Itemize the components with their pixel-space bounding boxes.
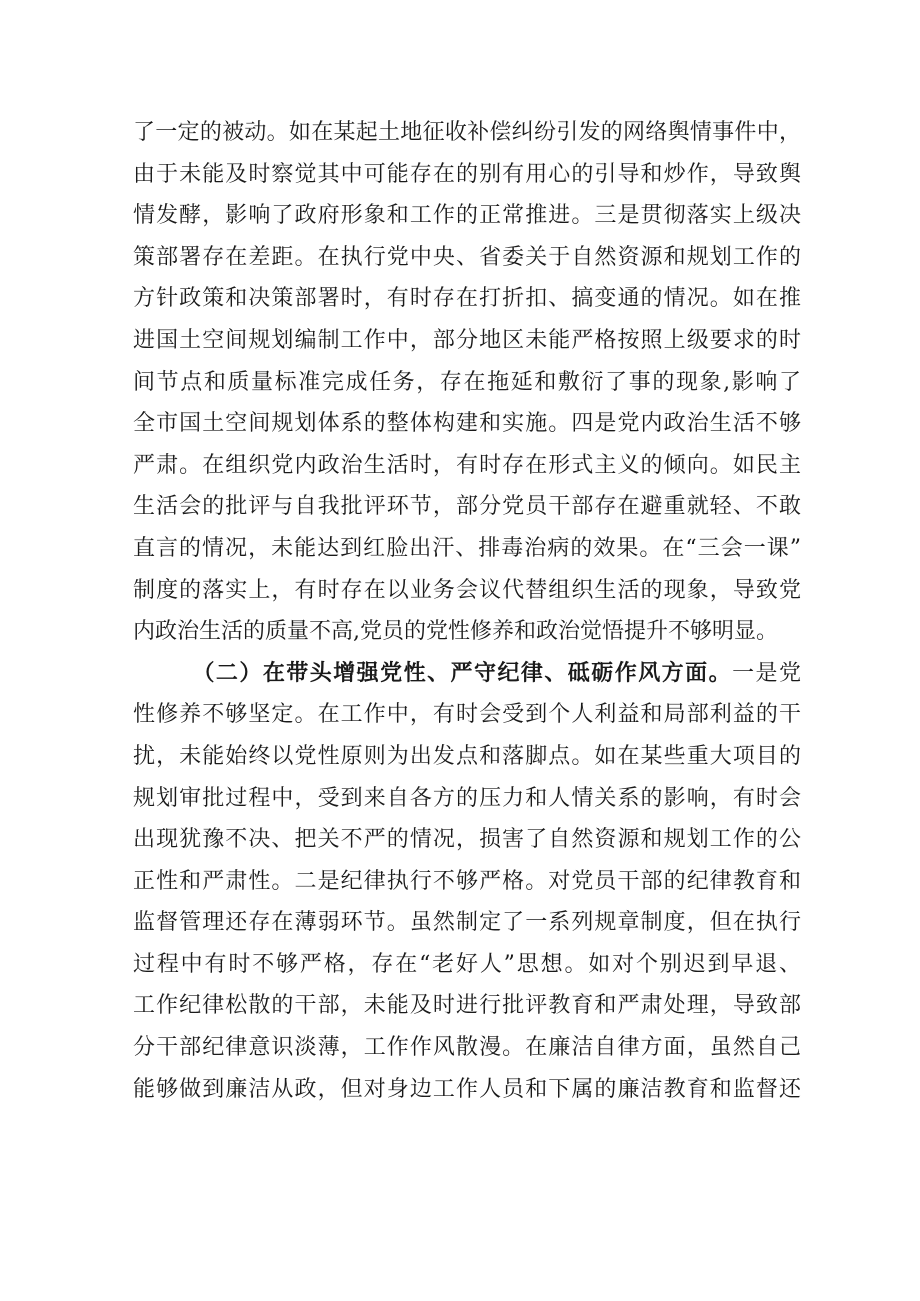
paragraph-1: [133, 112, 801, 653]
text-line: 生活会的批评与自我批评环节，部分党员干部存在避重就轻、不敢: [133, 494, 801, 520]
text-line: 情发酵，影响了政府形象和工作的正常推进。三是贯彻落实上级决: [133, 203, 801, 229]
text-line: 内政治生活的质量不高,党员的党性修养和政治觉悟提升不够明显。: [133, 619, 778, 645]
text-line: 了一定的被动。如在某起土地征收补偿纠纷引发的网络舆情事件中，: [133, 120, 801, 145]
text-line: 正性和严肃性。二是纪律执行不够严格。对党员干部的纪律教育和: [133, 868, 801, 894]
text-line: 出现犹豫不决、把关不严的情况，损害了自然资源和规划工作的公: [133, 827, 801, 853]
text-line: 规划审批过程中，受到来自各方的压力和人情关系的影响，有时会: [133, 785, 801, 811]
heading-line-rest: 一是党: [732, 660, 801, 686]
text-line: 由于未能及时察觉其中可能存在的别有用心的引导和炒作，导致舆: [133, 161, 801, 187]
text-line: 间节点和质量标准完成任务，存在拖延和敷衍了事的现象,影响了: [133, 369, 801, 395]
section-heading-line: [133, 653, 801, 695]
text-line: 能够做到廉洁从政，但对身边工作人员和下属的廉洁教育和监督还: [133, 1076, 801, 1102]
text-line: 性修养不够坚定。在工作中，有时会受到个人利益和局部利益的干: [133, 702, 801, 728]
text-line: 制度的落实上，有时存在以业务会议代替组织生活的现象，导致党: [133, 577, 801, 603]
section-heading: （二）在带头增强党性、严守纪律、砥砺作风方面。: [191, 659, 733, 686]
text-line: 进国土空间规划编制工作中，部分地区未能严格按照上级要求的时: [133, 327, 801, 353]
text-line: 直言的情况，未能达到红脸出汗、排毒治病的效果。在“三会一课”: [133, 535, 801, 561]
text-line: 分干部纪律意识淡薄，工作作风散漫。在廉洁自律方面，虽然自己: [133, 1035, 801, 1061]
text-line: 扰，未能始终以党性原则为出发点和落脚点。如在某些重大项目的: [133, 743, 801, 769]
document-body: [133, 112, 801, 1110]
text-line: 全市国土空间规划体系的整体构建和实施。四是党内政治生活不够: [133, 411, 801, 437]
text-line: 工作纪律松散的干部，未能及时进行批评教育和严肃处理，导致部: [133, 993, 801, 1019]
text-line: 严肃。在组织党内政治生活时，有时存在形式主义的倾向。如民主: [133, 452, 801, 478]
text-line: 监督管理还存在薄弱环节。虽然制定了一系列规章制度，但在执行: [133, 910, 801, 936]
paragraph-2: [133, 653, 801, 1111]
text-line: 策部署存在差距。在执行党中央、省委关于自然资源和规划工作的: [133, 244, 801, 270]
text-line: 过程中有时不够严格，存在“老好人”思想。如对个别迟到早退、: [133, 951, 801, 977]
text-line: 方针政策和决策部署时，有时存在打折扣、搞变通的情况。如在推: [133, 286, 801, 312]
